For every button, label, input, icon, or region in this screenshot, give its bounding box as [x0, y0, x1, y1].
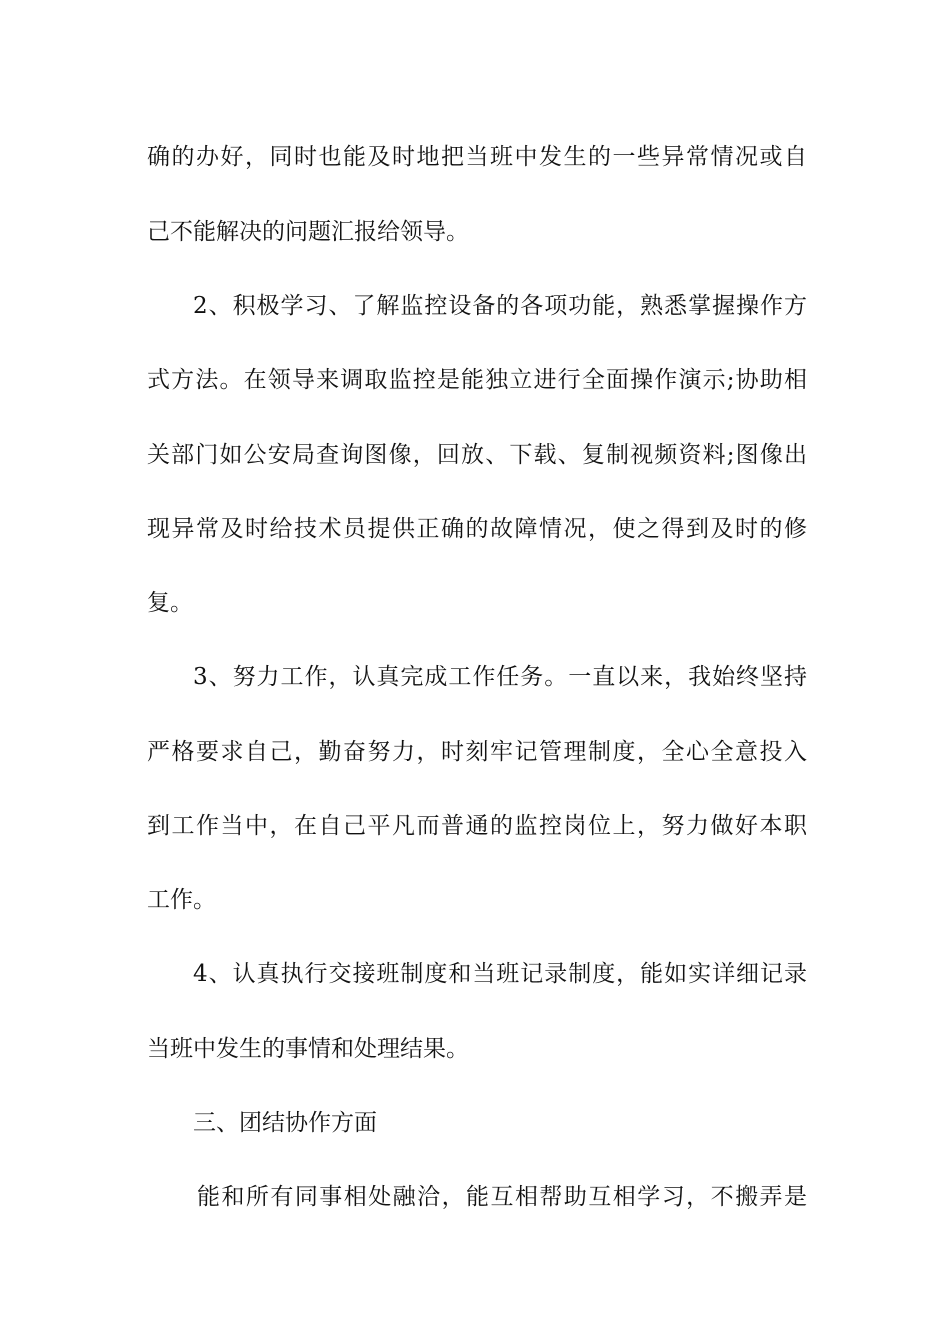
text-line: 3、努力工作，认真完成工作任务。一直以来，我始终坚持: [193, 664, 807, 690]
text-line: 关部门如公安局查询图像，回放、下载、复制视频资料;图像出: [147, 442, 807, 468]
text-line: 2、积极学习、了解监控设备的各项功能，熟悉掌握操作方: [193, 293, 807, 319]
text-line: 复。: [147, 590, 193, 616]
text-line: 严格要求自己，勤奋努力，时刻牢记管理制度，全心全意投入: [147, 739, 807, 765]
text-line: 4、认真执行交接班制度和当班记录制度，能如实详细记录: [193, 961, 807, 987]
text-line: 己不能解决的问题汇报给领导。: [147, 219, 469, 245]
text-line: 式方法。在领导来调取监控是能独立进行全面操作演示;协助相: [147, 367, 807, 393]
text-line: 当班中发生的事情和处理结果。: [147, 1036, 469, 1062]
text-line: 现异常及时给技术员提供正确的故障情况，使之得到及时的修: [147, 516, 807, 542]
section-heading: 三、团结协作方面: [193, 1110, 377, 1136]
text-line: 工作。: [147, 887, 216, 913]
text-line: 确的办好，同时也能及时地把当班中发生的一些异常情况或自: [147, 144, 807, 170]
text-line: 能和所有同事相处融洽，能互相帮助互相学习，不搬弄是: [197, 1184, 807, 1210]
text-line: 到工作当中，在自己平凡而普通的监控岗位上，努力做好本职: [147, 813, 807, 839]
